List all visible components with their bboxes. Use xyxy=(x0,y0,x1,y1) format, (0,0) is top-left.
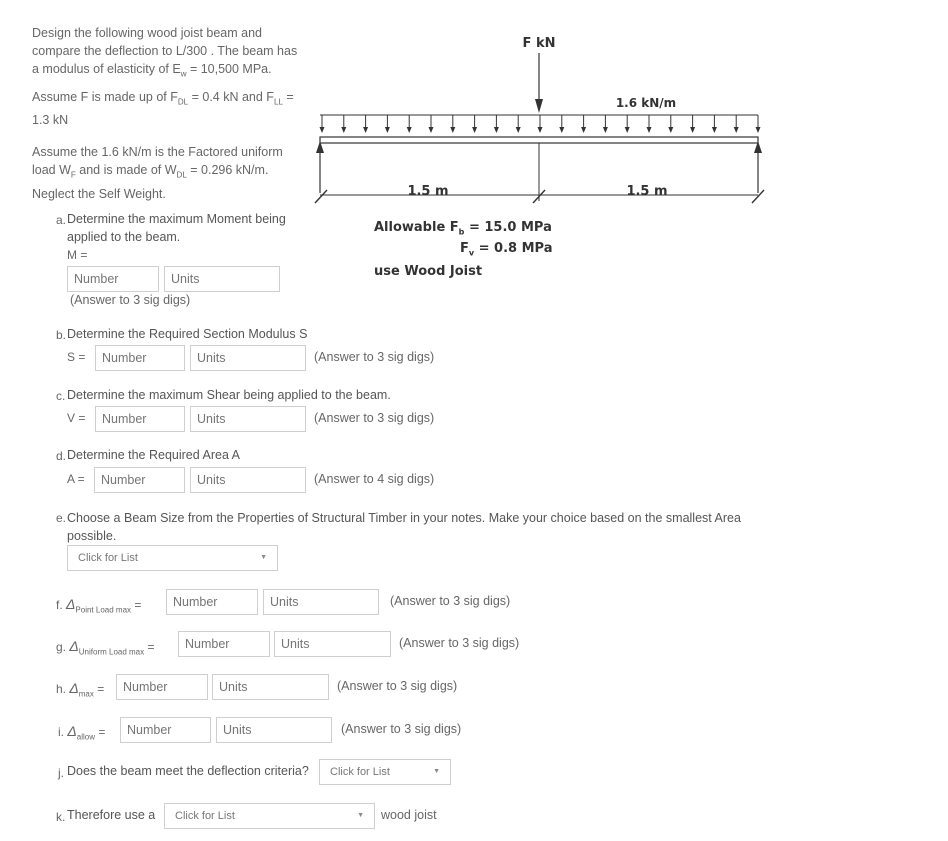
question-a-marker: a. xyxy=(56,213,67,227)
question-b-var: S = xyxy=(67,350,86,364)
question-f-note: (Answer to 3 sig digs) xyxy=(390,594,511,608)
dim-tick-left xyxy=(315,190,327,203)
question-d-marker: d. xyxy=(56,449,67,463)
udl-arrowhead xyxy=(363,127,368,133)
section-modulus-units-input[interactable] xyxy=(190,345,306,371)
chevron-down-icon: ▼ xyxy=(433,768,440,775)
udl-arrowhead xyxy=(341,127,346,133)
udl-arrows xyxy=(320,115,761,133)
chevron-down-icon: ▼ xyxy=(260,554,267,561)
question-c-marker: c. xyxy=(56,389,66,403)
moment-units-input[interactable] xyxy=(164,266,280,292)
delta-allow-number-input[interactable] xyxy=(120,717,211,743)
intro-line-2: Assume F is made up of $F_{DL} = 0.4$ kN and $F_{LL} = 1.3$ kN xyxy=(32,89,294,127)
udl-arrowhead xyxy=(756,127,761,133)
udl-arrowhead xyxy=(429,127,434,133)
question-a-text: Determine the maximum Moment being applied to the beam. xyxy=(67,212,286,244)
question-a-note: (Answer to 3 sig digs) xyxy=(70,293,191,307)
joist-choice-select[interactable] xyxy=(164,803,375,829)
beam-size-select[interactable] xyxy=(67,545,278,571)
question-k-marker: k. xyxy=(56,810,66,824)
udl-arrowhead xyxy=(538,127,543,133)
deflection-criteria-select-value: Click for List xyxy=(330,766,390,778)
shear-units-input[interactable] xyxy=(190,406,306,432)
question-g-label: g. $\Delta_{Uniform Load max}$ = xyxy=(56,638,155,657)
udl-label: 1.6 kN/m xyxy=(615,96,677,110)
delta-allow-units-input[interactable] xyxy=(216,717,332,743)
allowable-fb: Allowable $F_b = 15.0$ MPa xyxy=(374,220,552,237)
question-k-suffix: wood joist xyxy=(381,808,437,822)
intro-line-4: Neglect the Self Weight. xyxy=(32,186,166,201)
area-number-input[interactable] xyxy=(94,467,185,493)
question-b-note: (Answer to 3 sig digs) xyxy=(314,350,435,364)
area-units-input[interactable] xyxy=(190,467,306,493)
question-e-text: Choose a Beam Size from the Properties of Structural Timber in your notes. Make your choice based on the smallest Area possible. xyxy=(67,511,741,543)
point-load-label: F kN xyxy=(522,36,556,51)
use-wood-joist-label: use Wood Joist xyxy=(374,264,483,279)
span-right-label: 1.5 m xyxy=(626,184,668,199)
question-b-text: Determine the Required Section Modulus S xyxy=(67,327,308,341)
udl-arrowhead xyxy=(690,127,695,133)
question-g-note: (Answer to 3 sig digs) xyxy=(399,636,520,650)
question-i-label: i. $\Delta_{allow}$ = xyxy=(58,723,106,742)
intro-line-3: Assume the 1.6 kN/m is the Factored uniform load $W_F$ and is made of $W_{DL} = 0.296$ kN/m. xyxy=(32,145,283,180)
udl-arrowhead xyxy=(712,127,717,133)
allowable-fv: $F_v = 0.8$ MPa xyxy=(460,241,553,258)
udl-arrowhead xyxy=(603,127,608,133)
udl-arrowhead xyxy=(581,127,586,133)
question-k-text: Therefore use a xyxy=(67,808,156,822)
question-c-var: V = xyxy=(67,411,86,425)
delta-point-units-input[interactable] xyxy=(263,589,379,615)
question-j-text: Does the beam meet the deflection criteria? xyxy=(67,764,309,778)
udl-arrowhead xyxy=(385,127,390,133)
question-h-note: (Answer to 3 sig digs) xyxy=(337,679,458,693)
udl-arrowhead xyxy=(450,127,455,133)
span-left-label: 1.5 m xyxy=(407,184,449,199)
udl-arrowhead xyxy=(647,127,652,133)
joist-choice-select-value: Click for List xyxy=(175,810,235,822)
deflection-criteria-select[interactable] xyxy=(319,759,451,785)
point-load-arrowhead xyxy=(535,99,543,113)
problem-statement xyxy=(32,24,307,203)
question-b-marker: b. xyxy=(56,328,67,342)
question-a-var: M = xyxy=(67,248,88,262)
udl-arrowhead xyxy=(320,127,325,133)
question-j-marker: j. xyxy=(58,766,64,780)
question-e-marker: e. xyxy=(56,511,67,525)
udl-arrowhead xyxy=(625,127,630,133)
beam-size-select-value: Click for List xyxy=(78,552,138,564)
delta-max-units-input[interactable] xyxy=(212,674,329,700)
udl-arrowhead xyxy=(734,127,739,133)
chevron-down-icon: ▼ xyxy=(357,812,364,819)
udl-arrowhead xyxy=(472,127,477,133)
question-d-var: A = xyxy=(67,472,85,486)
udl-arrowhead xyxy=(516,127,521,133)
section-modulus-number-input[interactable] xyxy=(95,345,185,371)
intro-line-1: Design the following wood joist beam and compare the deflection to L/300 . The beam has a modulus of elasticity of $E_w = 10,500$ MPa. xyxy=(32,26,298,79)
udl-arrowhead xyxy=(407,127,412,133)
question-f-label: f. $\Delta_{Point Load max}$ = xyxy=(56,596,142,615)
question-d-note: (Answer to 4 sig digs) xyxy=(314,472,435,486)
udl-arrowhead xyxy=(559,127,564,133)
shear-number-input[interactable] xyxy=(95,406,185,432)
question-c-text: Determine the maximum Shear being applied to the beam. xyxy=(67,388,391,402)
udl-arrowhead xyxy=(668,127,673,133)
beam xyxy=(320,137,758,143)
question-d-text: Determine the Required Area A xyxy=(67,448,241,462)
delta-point-number-input[interactable] xyxy=(166,589,258,615)
delta-max-number-input[interactable] xyxy=(116,674,208,700)
question-h-label: h. $\Delta_{max}$ = xyxy=(56,680,105,699)
delta-uniform-number-input[interactable] xyxy=(178,631,270,657)
question-i-note: (Answer to 3 sig digs) xyxy=(341,722,462,736)
udl-arrowhead xyxy=(494,127,499,133)
delta-uniform-units-input[interactable] xyxy=(274,631,391,657)
question-c-note: (Answer to 3 sig digs) xyxy=(314,411,435,425)
moment-number-input[interactable] xyxy=(67,266,159,292)
